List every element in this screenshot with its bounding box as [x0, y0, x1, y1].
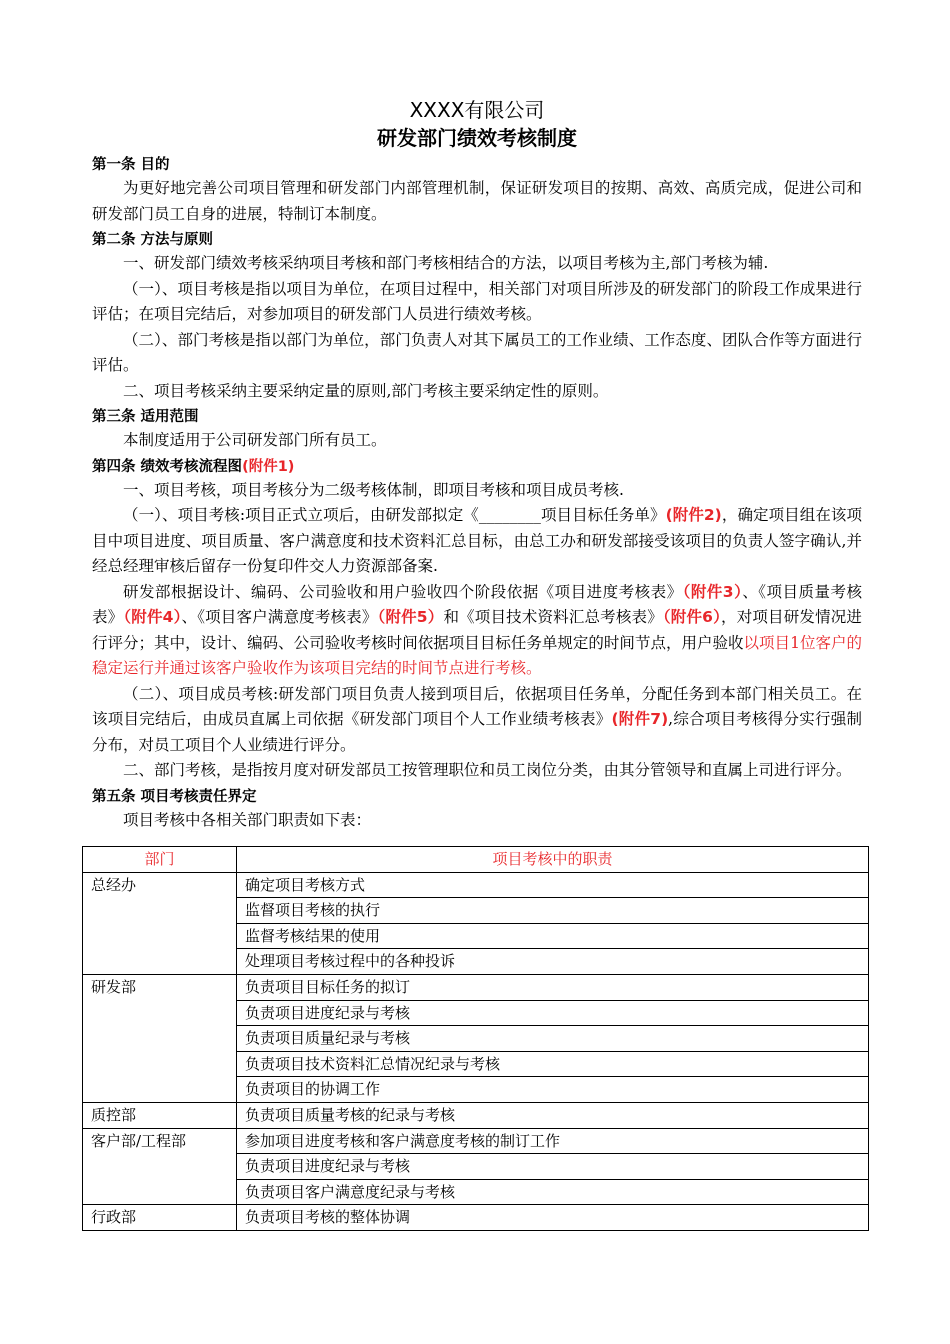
section-1-heading: 第一条 目的: [92, 157, 170, 173]
table-row: [83, 872, 869, 898]
paragraph: 项目考核中各相关部门职责如下表：: [123, 810, 372, 829]
paragraph: [92, 503, 862, 580]
section-2-heading: 第二条 方法与原则: [92, 232, 214, 248]
duty-cell: 负责项目质量纪录与考核: [237, 1026, 869, 1052]
company-name: XXXX有限公司: [409, 98, 545, 122]
dept-cell: 研发部: [83, 974, 237, 1102]
text-span: （一）、项目考核:项目正式立项后，由研发部拟定《________项目目标任务单》: [123, 506, 666, 524]
responsibility-table: [82, 846, 869, 1231]
section-5-heading: 第五条 项目考核责任界定: [92, 788, 257, 805]
duty-cell: 参加项目进度考核和客户满意度考核的制订工作: [237, 1128, 869, 1154]
paragraph: 二、部门考核，是指按月度对研发部员工按管理职位和员工岗位分类，由其分管领导和直属上司进行评分。: [123, 761, 852, 779]
table-header-row: [83, 847, 869, 873]
text-span: 、《项目客户满意度考核表》: [181, 608, 378, 626]
paragraph: 一、研发部门绩效考核采纳项目考核和部门考核相结合的方法，以项目考核为主,部门考核为辅.: [123, 254, 769, 272]
duty-cell: 负责项目考核的整体协调: [237, 1205, 869, 1231]
text-span: ,综合项目考核得分实行强制分布，对员工项目个人业绩进行评分。: [92, 710, 862, 754]
column-header-duty: 项目考核中的职责: [237, 847, 869, 873]
attachment-ref: （附件4）: [123, 608, 182, 626]
text-span: 、《项目质量考核表》: [92, 582, 862, 626]
highlighted-text: 以项目1位客户的稳定运行并通过该客户验收作为该项目完结的时间节点进行考核。: [92, 633, 862, 677]
heading-text: 第四条 绩效考核流程图: [92, 458, 243, 475]
paragraph: 一、项目考核，项目考核分为二级考核体制，即项目考核和项目成员考核.: [123, 480, 624, 499]
duty-cell: 负责项目进度纪录与考核: [237, 1154, 869, 1180]
text-span: ，对项目研发情况进行评分；其中，设计、编码、公司验收考核时间依据项目目标任务单规定的时间节点，用户验收: [92, 608, 862, 652]
paragraph: 本制度适用于公司研发部门所有员工。: [123, 431, 387, 449]
section-3-heading: 第三条 适用范围: [92, 409, 199, 425]
attachment-ref: (附件2): [665, 506, 722, 524]
attachment-ref: (附件7): [611, 710, 669, 728]
paragraph: 二、项目考核采纳主要采纳定量的原则,部门考核主要采纳定性的原则。: [123, 381, 609, 400]
duty-cell: 监督考核结果的使用: [237, 923, 869, 949]
duty-cell: 负责项目技术资料汇总情况纪录与考核: [237, 1051, 869, 1077]
dept-cell: 行政部: [83, 1205, 237, 1231]
paragraph: [92, 682, 862, 759]
duty-cell: 确定项目考核方式: [237, 872, 869, 898]
text-span: 和《项目技术资料汇总考核表》: [443, 608, 663, 626]
dept-cell: 客户部/工程部: [83, 1128, 237, 1205]
table-row: [83, 1102, 869, 1128]
column-header-dept: 部门: [83, 847, 237, 873]
duty-cell: 负责项目质量考核的纪录与考核: [237, 1102, 869, 1128]
duty-cell: 负责项目进度纪录与考核: [237, 1000, 869, 1026]
section-4-heading: [92, 456, 862, 478]
text-span: ，确定项目组在该项目中项目进度、项目质量、客户满意度和技术资料汇总目标，由总工办和研发部接受该项目的负责人签字确认,并经总经理审核后留存一份复印件交人力资源部备案.: [92, 506, 862, 575]
document-title: 研发部门绩效考核制度: [377, 126, 577, 150]
duty-cell: 负责项目的协调工作: [237, 1077, 869, 1103]
attachment-ref: （附件3）: [682, 582, 743, 601]
duty-cell: 负责项目目标任务的拟订: [237, 974, 869, 1000]
attachment-ref: （附件5）: [377, 608, 444, 626]
paragraph: （一）、项目考核是指以项目为单位，在项目过程中，相关部门对项目所涉及的研发部门的阶段工作成果进行评估；在项目完结后，对参加项目的研发部门人员进行绩效考核。: [92, 279, 862, 323]
paragraph: [92, 580, 862, 682]
duty-cell: 处理项目考核过程中的各种投诉: [237, 949, 869, 975]
attachment-ref: (附件1): [242, 458, 295, 475]
attachment-ref: （附件6）: [662, 608, 722, 626]
table-row: [83, 974, 869, 1000]
text-span: 研发部根据设计、编码、公司验收和用户验收四个阶段依据《项目进度考核表》: [123, 582, 683, 601]
dept-cell: 总经办: [83, 872, 237, 974]
duty-cell: 负责项目客户满意度纪录与考核: [237, 1179, 869, 1205]
paragraph: （二）、部门考核是指以部门为单位，部门负责人对其下属员工的工作业绩、工作态度、团队合作等方面进行评估。: [92, 330, 862, 374]
dept-cell: 质控部: [83, 1102, 237, 1128]
paragraph: 为更好地完善公司项目管理和研发部门内部管理机制，保证研发项目的按期、高效、高质完成，促进公司和研发部门员工自身的进展，特制订本制度。: [92, 179, 862, 223]
table-body: [83, 872, 869, 1230]
table-row: [83, 1128, 869, 1154]
text-span: （二）、项目成员考核:研发部门项目负责人接到项目后，依据项目任务单，分配任务到本部门相关员工。在该项目完结后，由成员直属上司依据《研发部门项目个人工作业绩考核表》: [92, 684, 862, 728]
duty-cell: 监督项目考核的执行: [237, 898, 869, 924]
table-row: [83, 1205, 869, 1231]
document-body: [92, 96, 862, 833]
